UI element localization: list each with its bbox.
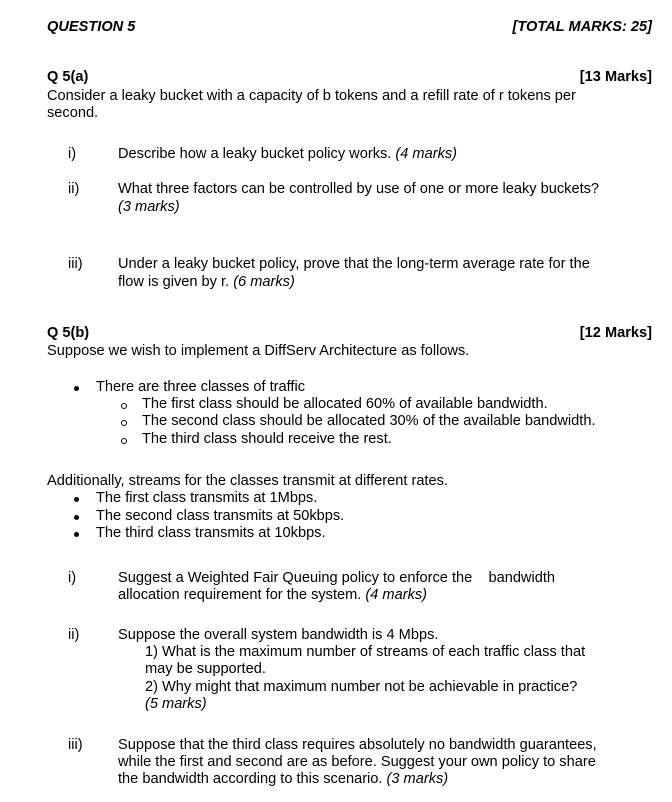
q5a-item-3-marks: (6 marks) [233, 274, 295, 290]
q5b-item-2-marks: (5 marks) [145, 696, 207, 712]
q5b-class-allocation-3: The third class should receive the rest. [142, 431, 392, 447]
q5b-item-2-number: ii) [68, 627, 80, 643]
q5b-item-1-text-line2 [118, 587, 427, 604]
q5a-item-2-question: What three factors can be controlled by use of one or more leaky buckets? [118, 181, 600, 197]
q5b-item-2-sub1-line1: 1) What is the maximum number of streams of each traffic class that [145, 644, 586, 660]
q5b-rate-3: The third class transmits at 10kbps. [96, 525, 326, 541]
q5a-item-1-text [118, 146, 457, 163]
q5b-item-1-number: i) [68, 570, 77, 586]
q5a-item-1-question: Describe how a leaky bucket policy works. [118, 146, 396, 162]
q5b-item-1-marks: (4 marks) [365, 587, 428, 603]
q5a-item-2-number: ii) [68, 181, 80, 197]
bullet-icon [74, 515, 79, 520]
question-title: QUESTION 5 [47, 19, 136, 35]
circle-bullet-icon [121, 420, 127, 426]
q5b-label: Q 5(b) [47, 325, 90, 341]
q5b-item-2-question: Suppose the overall system bandwidth is 4 Mbps. [118, 627, 439, 643]
q5b-class-allocation-2: The second class should be allocated 30% of the available bandwidth. [142, 413, 596, 429]
q5a-item-3-question-line2: flow is given by r. [118, 274, 234, 290]
q5b-item-3-question-line3: the bandwidth according to this scenario. [118, 771, 387, 787]
q5b-item-1-question-line1: Suggest a Weighted Fair Queuing policy to enforce the bandwidth [118, 570, 556, 586]
q5b-marks: [12 Marks] [579, 325, 652, 341]
circle-bullet-icon [121, 403, 127, 409]
q5b-classes-bullet: There are three classes of traffic [96, 379, 306, 395]
q5b-item-3-marks: (3 marks) [386, 771, 449, 787]
q5b-rates-intro: Additionally, streams for the classes transmit at different rates. [47, 473, 448, 489]
q5b-item-3-number: iii) [68, 737, 83, 753]
q5a-marks: [13 Marks] [579, 69, 652, 85]
q5a-item-3-question-line1: Under a leaky bucket policy, prove that the long-term average rate for the [118, 256, 590, 272]
q5b-item-2-sub1-line2: may be supported. [145, 661, 266, 677]
q5b-item-2-sub2-line1: 2) Why might that maximum number not be achievable in practice? [145, 679, 578, 695]
q5a-intro-line2: second. [47, 105, 99, 121]
q5b-item-1-question-line2: allocation requirement for the system. [118, 587, 366, 603]
total-marks: [TOTAL MARKS: 25] [512, 19, 652, 35]
q5b-class-allocation-1: The first class should be allocated 60% of available bandwidth. [142, 396, 548, 412]
q5b-item-3-text-line3 [118, 771, 448, 788]
q5a-item-1-number: i) [68, 146, 77, 162]
q5b-item-3-question-line1: Suppose that the third class requires absolutely no bandwidth guarantees, [118, 737, 597, 753]
q5a-item-1-marks: (4 marks) [395, 146, 458, 162]
q5b-intro: Suppose we wish to implement a DiffServ Architecture as follows. [47, 343, 470, 359]
bullet-icon [74, 386, 79, 391]
bullet-icon [74, 532, 79, 537]
circle-bullet-icon [121, 438, 127, 444]
q5b-rate-2: The second class transmits at 50kbps. [96, 508, 345, 524]
q5a-item-2-marks: (3 marks) [118, 199, 180, 215]
q5b-rate-1: The first class transmits at 1Mbps. [96, 490, 318, 506]
q5a-item-3-text-line2 [118, 274, 295, 291]
q5a-intro-line1: Consider a leaky bucket with a capacity of b tokens and a refill rate of r tokens per [47, 88, 576, 104]
bullet-icon [74, 497, 79, 502]
q5b-item-3-question-line2: while the first and second are as before. Suggest your own policy to share [118, 754, 596, 770]
q5a-item-3-number: iii) [68, 256, 83, 272]
q5a-label: Q 5(a) [47, 69, 89, 85]
